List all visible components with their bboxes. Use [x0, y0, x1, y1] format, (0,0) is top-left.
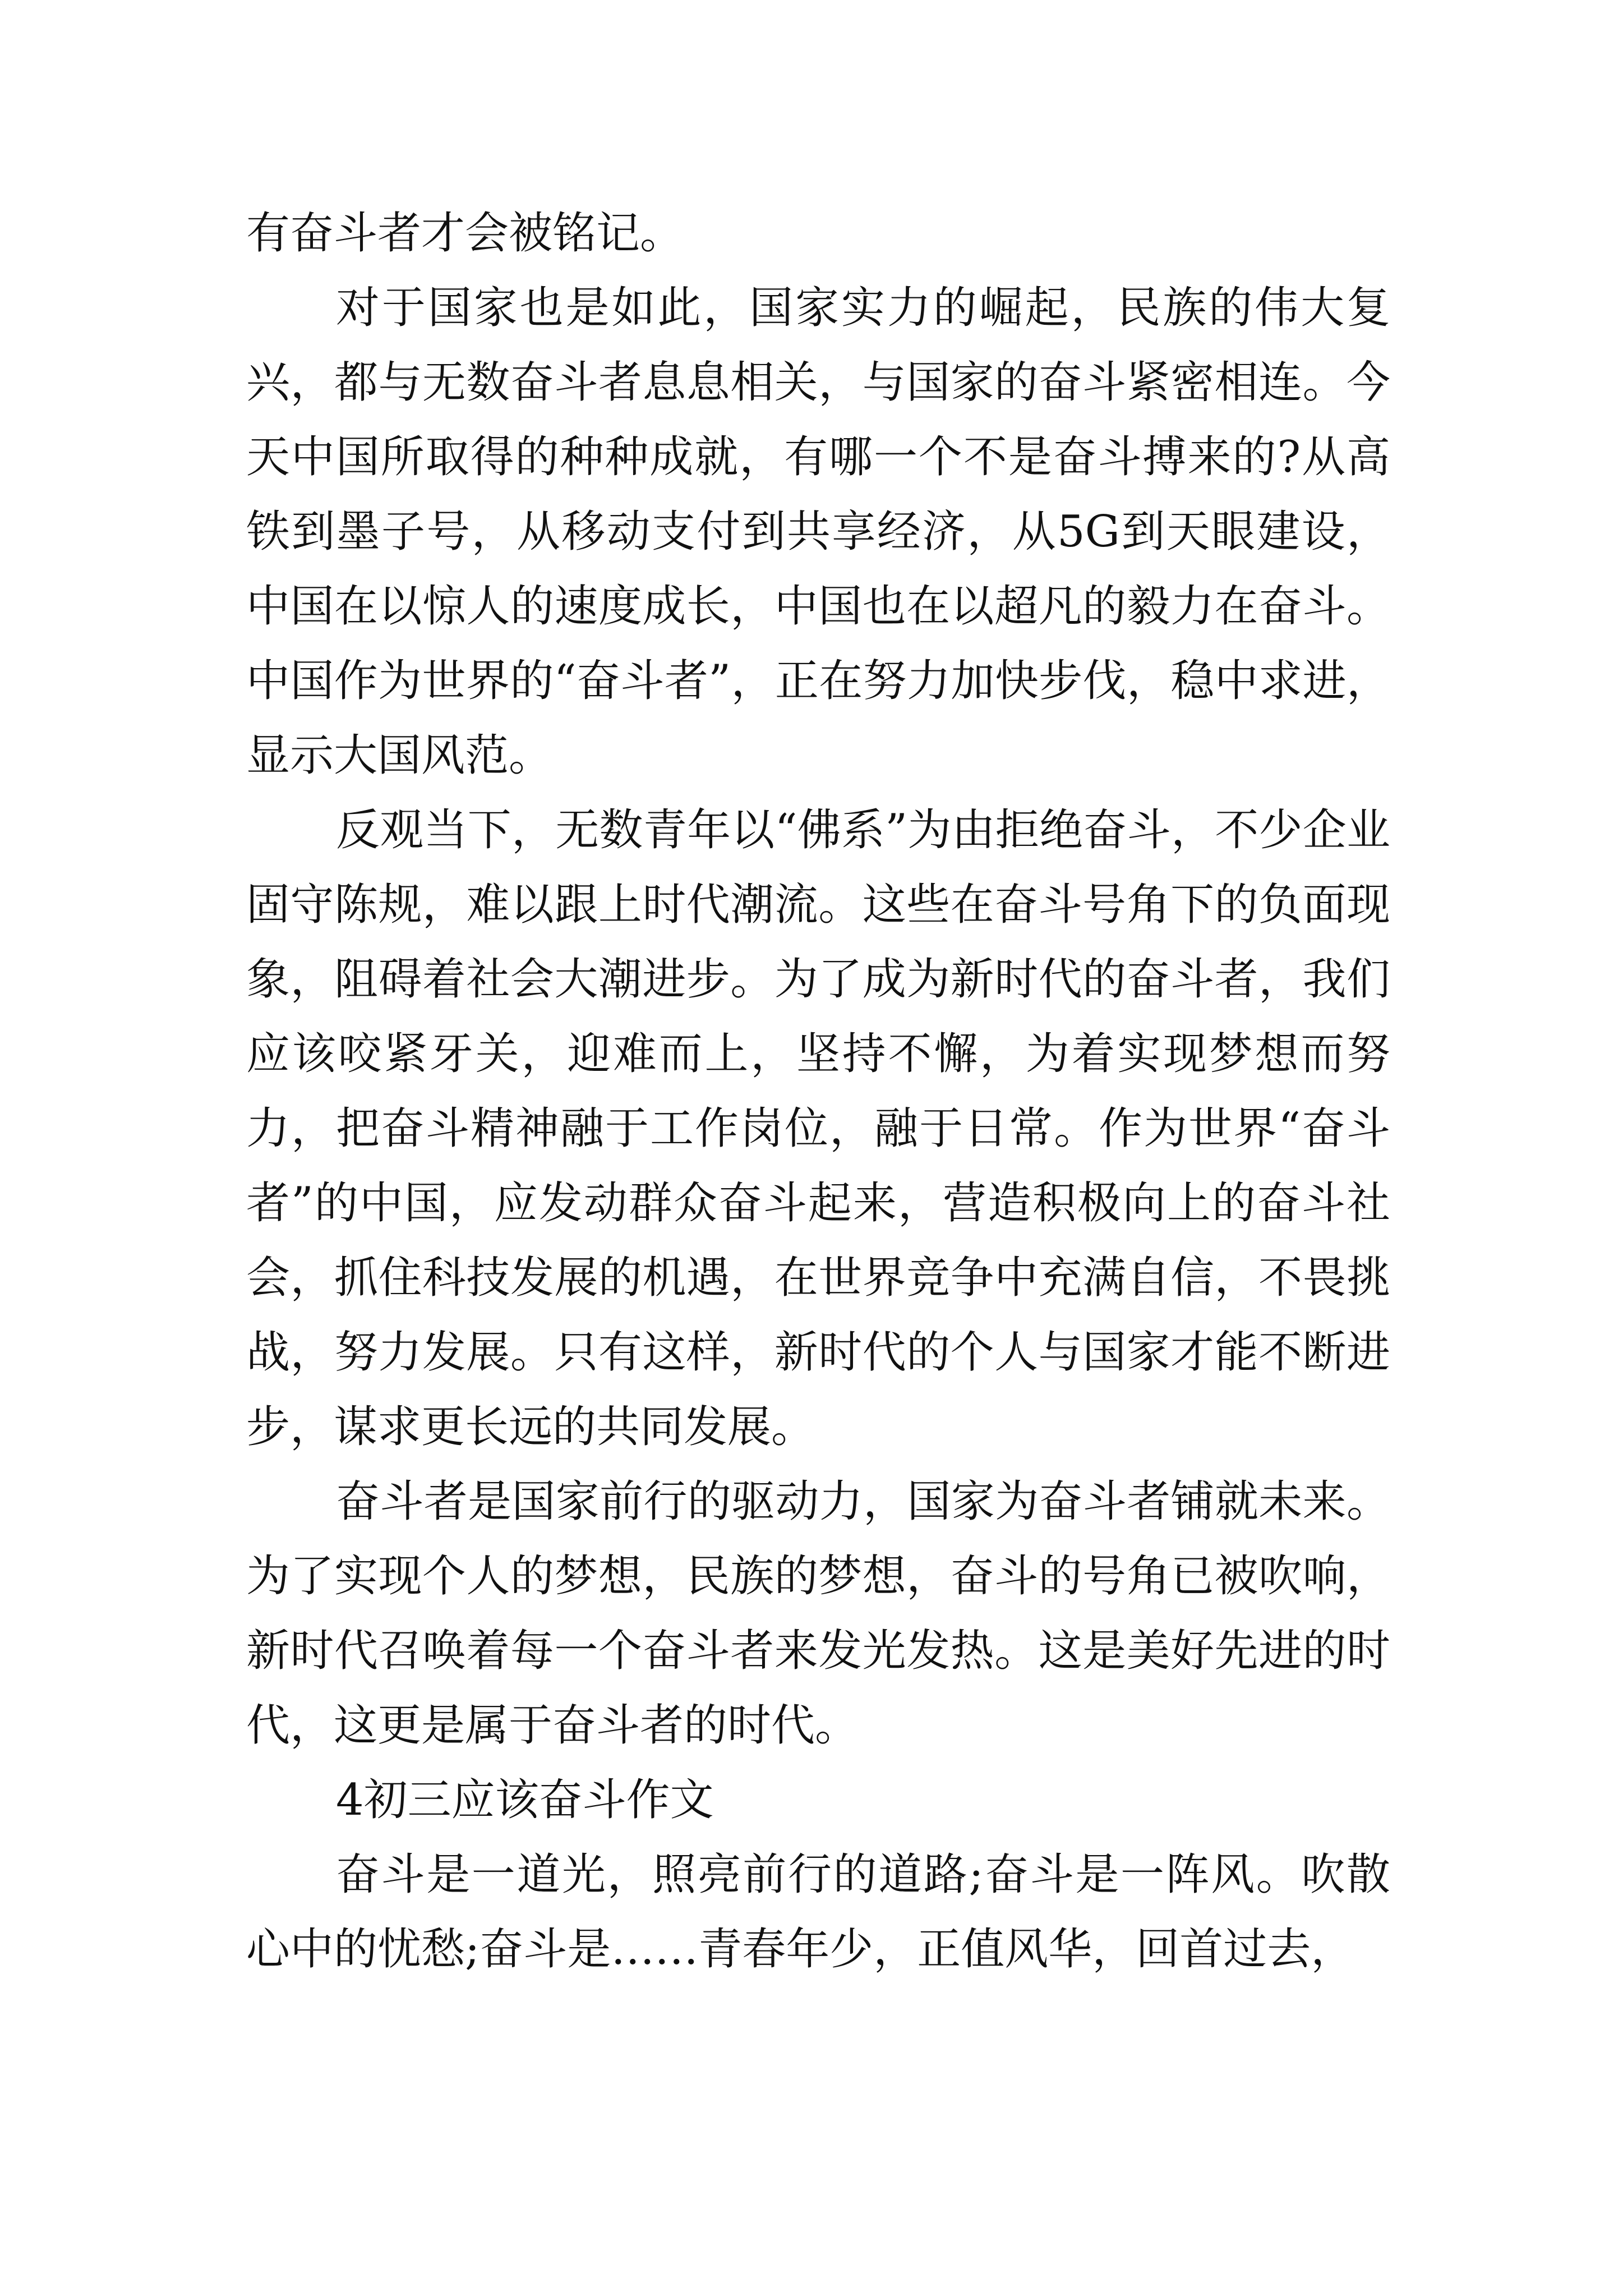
paragraph-conclusion: 奋斗者是国家前行的驱动力，国家为奋斗者铺就未来。为了实现个人的梦想，民族的梦想，奋斗的号角已被吹响，新时代召唤着每一个奋斗者来发光发热。这是美好先进的时代，这更是属于奋斗者的时代。 [246, 1476, 1390, 1751]
section-heading: 4初三应该奋斗作文 [336, 1775, 714, 1825]
paragraph-continuation: 有奋斗者才会被铭记。 [246, 208, 684, 259]
paragraph-essay-opening: 奋斗是一道光，照亮前行的道路;奋斗是一阵风。吹散心中的忧愁;奋斗是……青春年少，正值风华，回首过去， [246, 1849, 1390, 1975]
paragraph-national-strength: 对于国家也是如此，国家实力的崛起，民族的伟大复兴，都与无数奋斗者息息相关，与国家的奋斗紧密相连。今天中国所取得的种种成就，有哪一个不是奋斗搏来的?从高铁到墨子号，从移动支付到共享经济，从5G到天眼建设，中国在以惊人的速度成长，中国也在以超凡的毅力在奋斗。中国作为世界的“奋斗者”，正在努力加快步伐，稳中求进，显示大国风范。 [246, 283, 1390, 781]
paragraph-reflection: 反观当下，无数青年以“佛系”为由拒绝奋斗，不少企业固守陈规，难以跟上时代潮流。这些在奋斗号角下的负面现象，阻碍着社会大潮进步。为了成为新时代的奋斗者，我们应该咬紧牙关，迎难而上，坚持不懈，为着实现梦想而努力，把奋斗精神融于工作岗位，融于日常。作为世界“奋斗者”的中国，应发动群众奋斗起来，营造积极向上的奋斗社会，抓住科技发展的机遇，在世界竞争中充满自信，不畏挑战，努力发展。只有这样，新时代的个人与国家才能不断进步，谋求更长远的共同发展。 [246, 805, 1390, 1452]
document-body [246, 196, 1390, 1987]
